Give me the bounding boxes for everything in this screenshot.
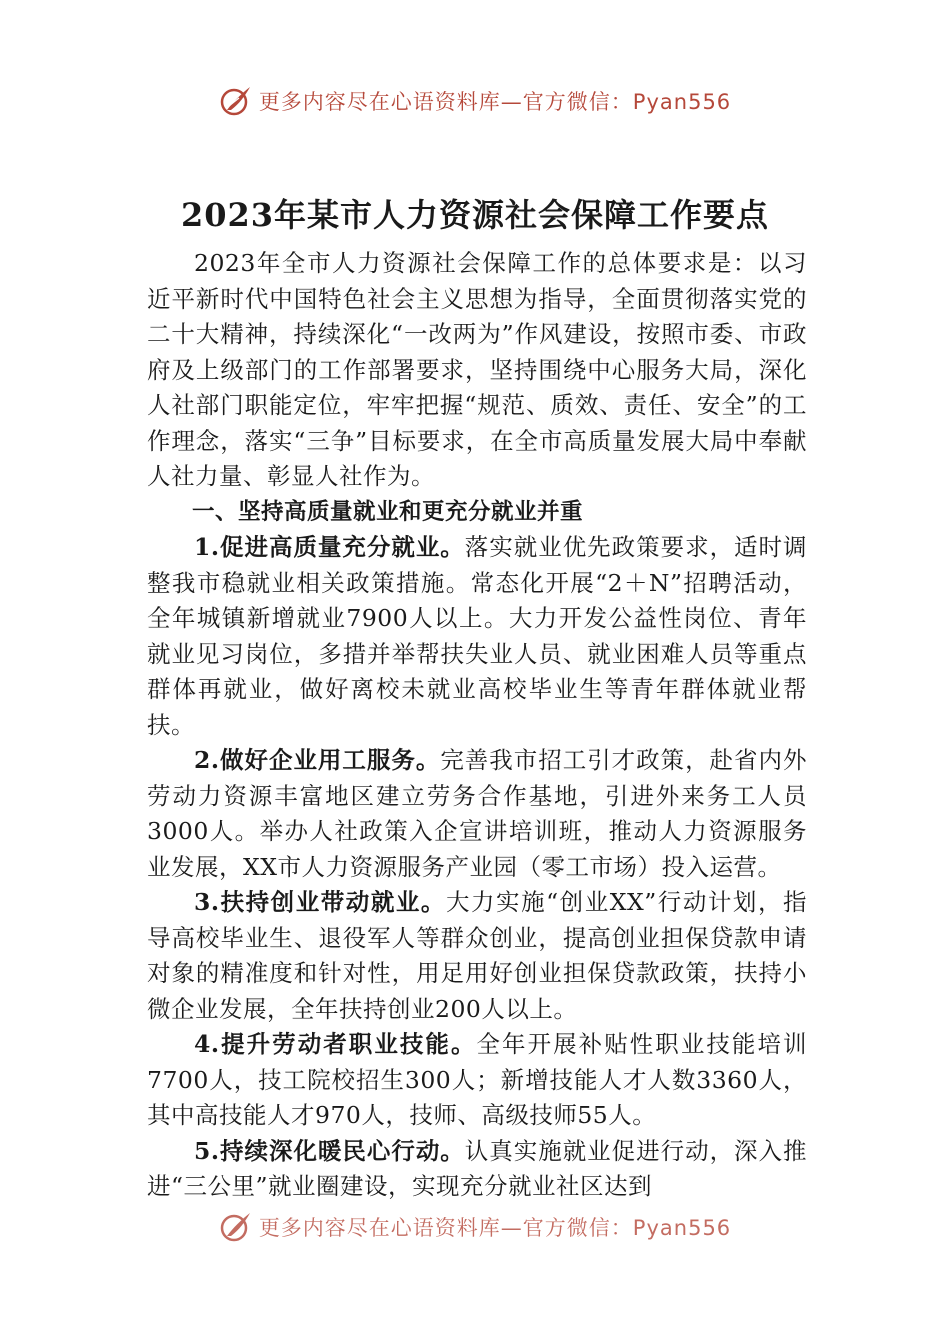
list-item: [147, 1027, 807, 1134]
item-lead: 5.持续深化暖民心行动。: [194, 1136, 465, 1165]
item-body: 认真实施就业促进行动，深入推进“三公里”就业圈建设，实现充分就业社区达到: [147, 1136, 808, 1200]
document-body: [147, 246, 807, 1205]
document-title: 2023年某市人力资源社会保障工作要点: [180, 196, 770, 234]
list-item: [147, 743, 807, 885]
item-lead: 4.提升劳动者职业技能。: [194, 1030, 477, 1058]
watermark-header: [0, 84, 950, 118]
watermark-text: 更多内容尽在心语资料库—官方微信：Pyan556: [258, 1216, 732, 1240]
item-body: 落实就业优先政策要求，适时调整我市稳就业相关政策措施。常态化开展“2＋N”招聘活动，全年城镇新增就业7900人以上。大力开发公益性岗位、青年就业见习岗位，多措并举帮扶失业人员、就业困难人员等重点群体再就业，做好离校未就业高校毕业生等青年群体就业帮扶。: [147, 533, 808, 739]
item-body: 大力实施“创业XX”行动计划，指导高校毕业生、退役军人等群众创业，提高创业担保贷款申请对象的精准度和针对性，用足用好创业担保贷款政策，扶持小微企业发展，全年扶持创业200人以上。: [147, 888, 807, 1023]
list-item: [147, 530, 807, 743]
item-body: 完善我市招工引才政策，赴省内外劳动力资源丰富地区建立劳务合作基地，引进外来务工人员3000人。举办人社政策入企宣讲培训班，推动人力资源服务业发展，XX市人力资源服务产业园（零工市场）投入运营。: [147, 746, 807, 881]
list-item: [147, 1134, 807, 1205]
watermark-text: 更多内容尽在心语资料库—官方微信：Pyan556: [258, 90, 732, 114]
item-lead: 3.扶持创业带动就业。: [194, 888, 446, 916]
list-item: [147, 885, 807, 1027]
watermark-footer: [0, 1210, 950, 1244]
item-body: 全年开展补贴性职业技能培训7700人，技工院校招生300人；新增技能人才人数3360人，其中高技能人才970人，技师、高级技师55人。: [147, 1030, 807, 1129]
intro-paragraph: 2023年全市人力资源社会保障工作的总体要求是：以习近平新时代中国特色社会主义思想为指导，全面贯彻落实党的二十大精神，持续深化“一改两为”作风建设，按照市委、市政府及上级部门的工作部署要求，坚持围绕中心服务大局，深化人社部门职能定位，牢牢把握“规范、质效、责任、安全”的工作理念，落实“三争”目标要求，在全市高质量发展大局中奉献人社力量、彰显人社作为。: [147, 249, 807, 490]
item-lead: 1.促进高质量充分就业。: [194, 533, 465, 561]
quill-logo-icon: [219, 1210, 253, 1244]
item-lead: 2.做好企业用工服务。: [194, 746, 441, 774]
section-heading: 一、坚持高质量就业和更充分就业并重: [192, 498, 584, 525]
quill-logo-icon: [219, 84, 253, 118]
